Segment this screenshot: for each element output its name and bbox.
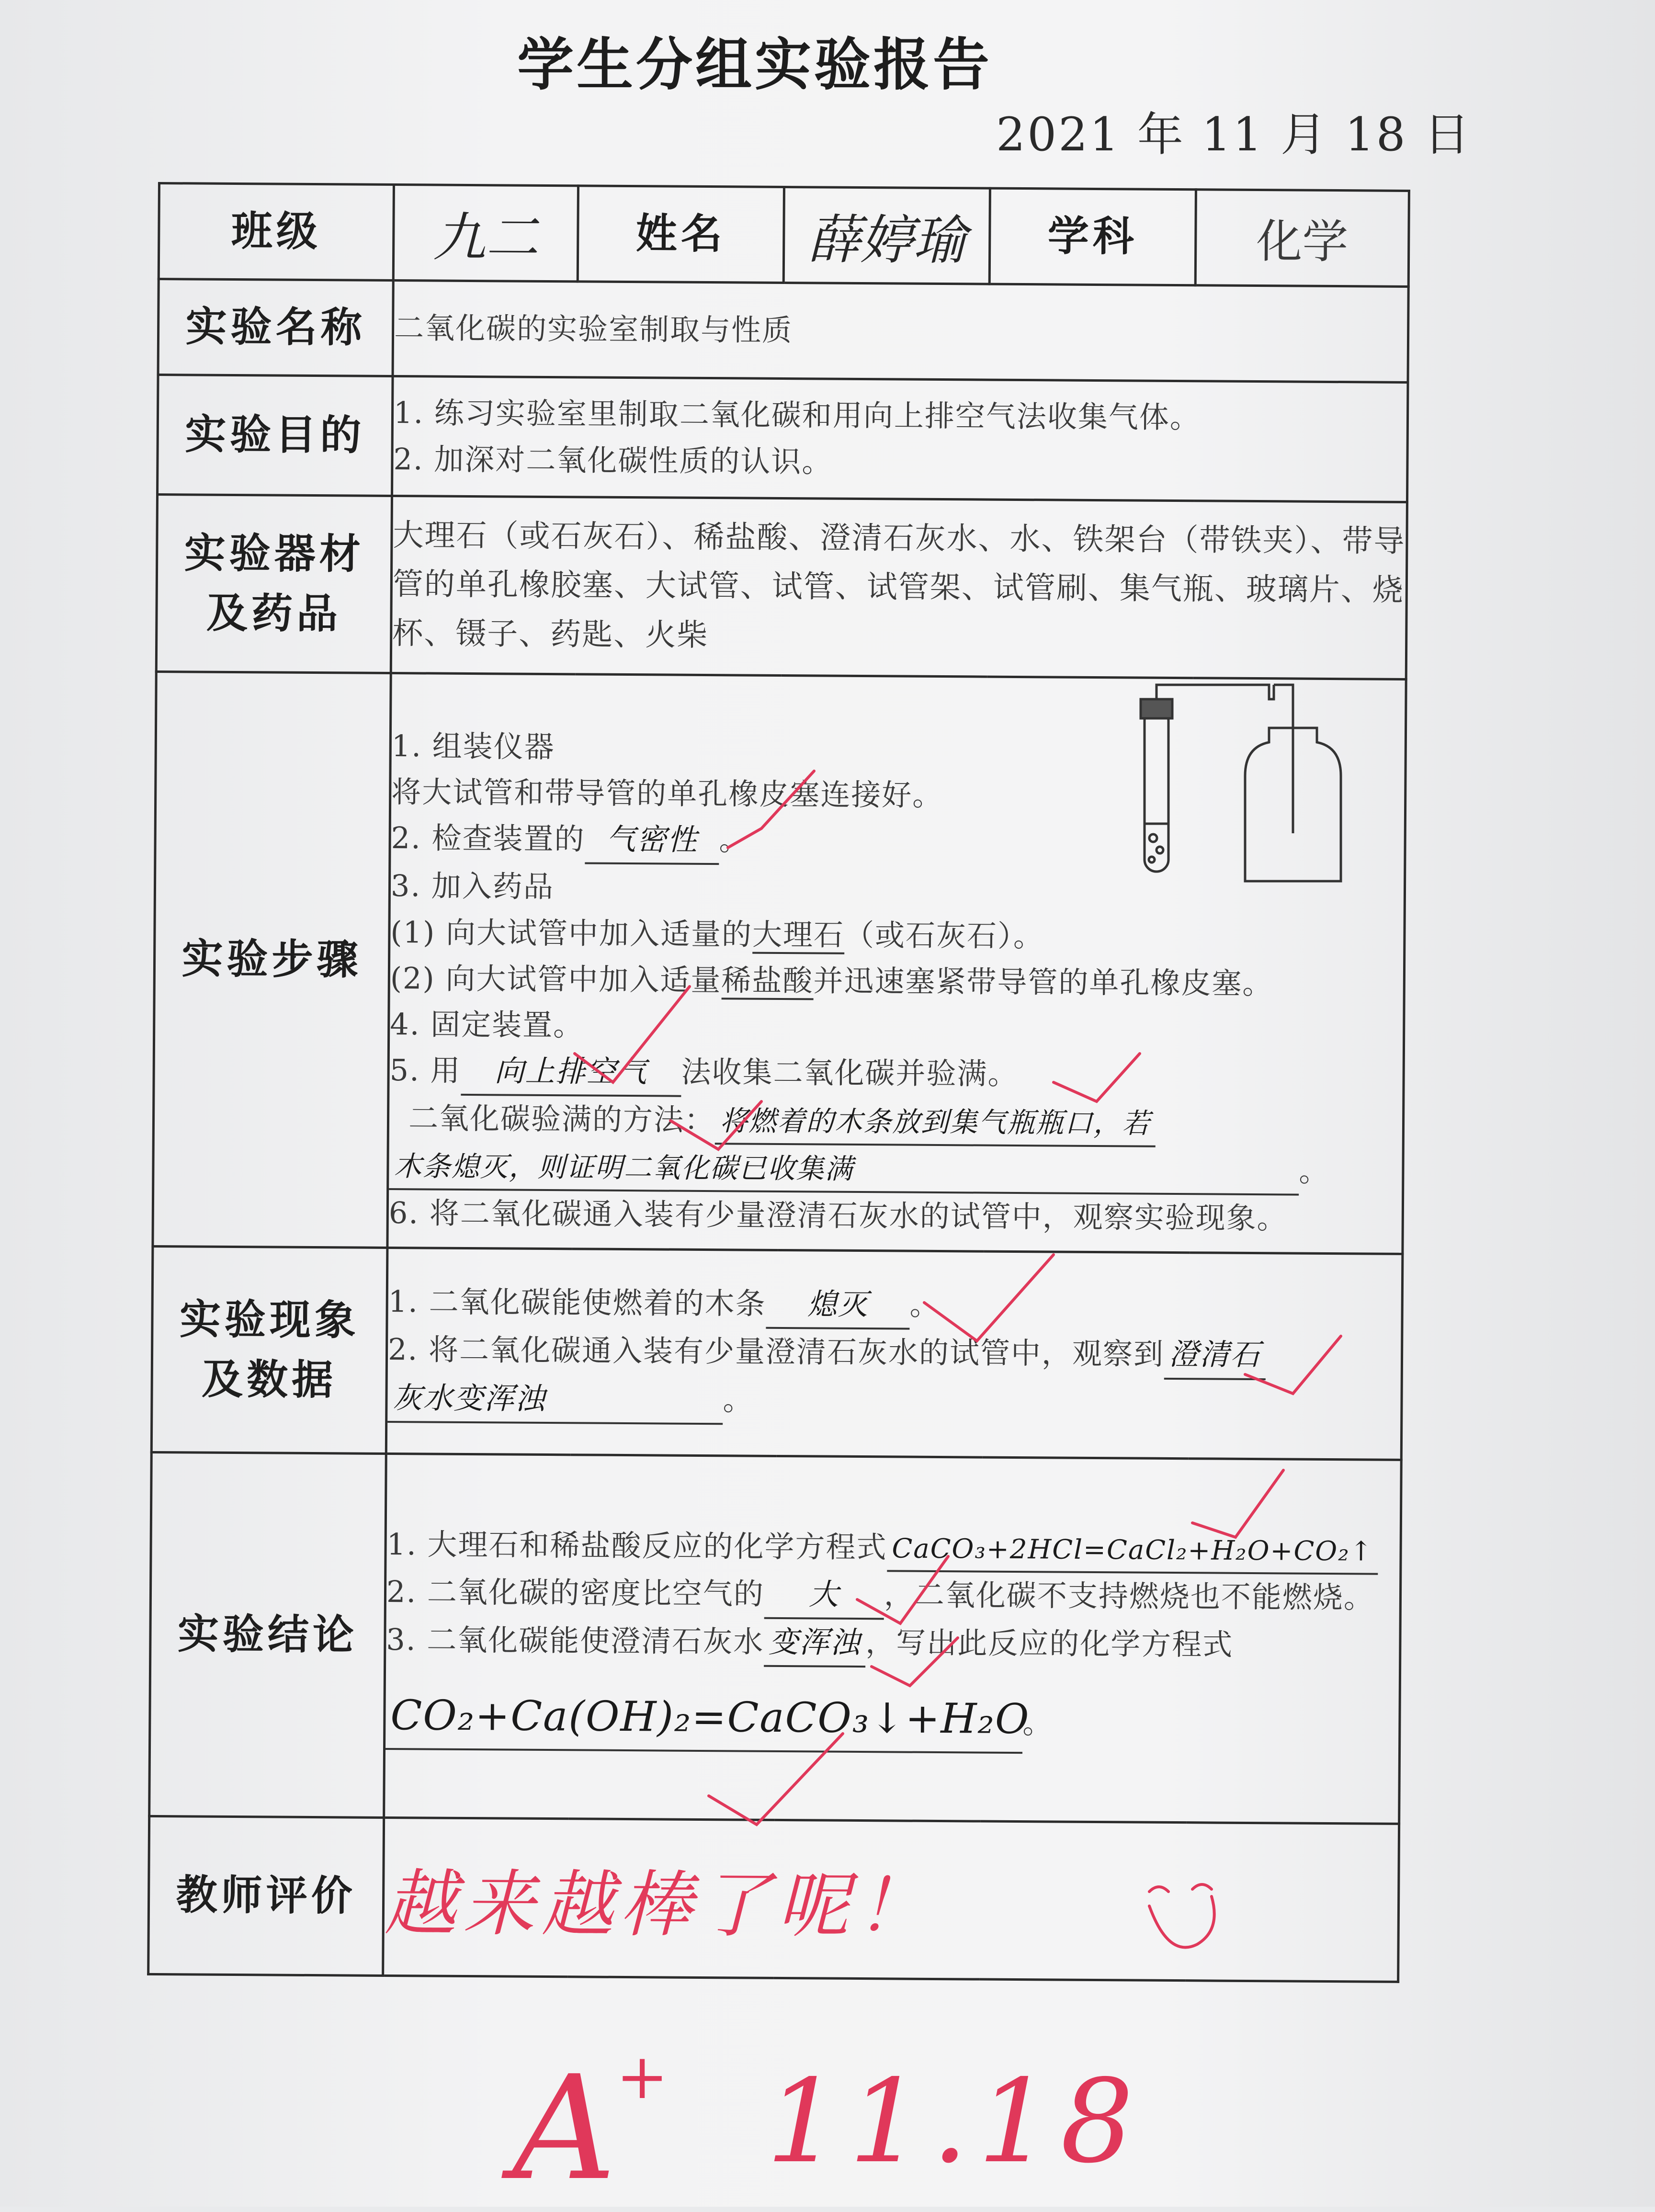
step-5-suffix: 法收集二氧化碳并验满。 xyxy=(681,1054,1019,1091)
stopper-icon xyxy=(1141,699,1172,718)
experiment-name-row xyxy=(158,279,1408,383)
class-label: 班级 xyxy=(159,183,394,281)
phenomenon-1-answer: 熄灭 xyxy=(766,1281,910,1330)
phenomenon-2-suffix: 。 xyxy=(723,1382,754,1418)
conclusion-1 xyxy=(386,1521,1400,1575)
step-6: 6. 将二氧化碳通入装有少量澄清石灰水的试管中，观察实验现象。 xyxy=(388,1195,1288,1236)
conclusion-3-prefix: 3. 二氧化碳能使澄清石灰水 xyxy=(386,1622,764,1660)
step-5 xyxy=(389,1047,1403,1101)
teacher-comment: 越来越棒了呢！ xyxy=(383,1817,1399,1982)
conclusion-3-answer: 变浑浊 xyxy=(764,1619,866,1668)
conclusion-3-equation xyxy=(385,1684,1399,1756)
step-3a-answer: 大理石 xyxy=(752,917,844,954)
phenomena-label-line: 及数据 xyxy=(201,1355,337,1404)
step-5b-answer-1: 将燃着的木条放到集气瓶瓶口，若 xyxy=(715,1100,1156,1147)
phenomena-row xyxy=(151,1246,1403,1460)
phenomenon-2-answer-2: 灰水变浑浊 xyxy=(387,1375,723,1425)
materials-label xyxy=(156,495,392,673)
materials-label-line: 实验器材 xyxy=(184,529,365,579)
experiment-name-label: 实验名称 xyxy=(158,279,393,376)
evaluation-row xyxy=(148,1816,1399,1982)
grade-date: 11.18 xyxy=(766,2054,1144,2189)
class-value: 九二 xyxy=(393,185,578,282)
phenomenon-1 xyxy=(388,1279,1401,1333)
conclusion-2 xyxy=(386,1569,1400,1623)
step-3a xyxy=(390,909,1404,962)
purpose-line: 2. 加深对二氧化碳性质的认识。 xyxy=(393,441,833,479)
step-5-answer: 向上排空气 xyxy=(461,1048,681,1097)
step-1-text: 将大试管和带导管的单孔橡皮塞连接好。 xyxy=(391,774,943,813)
conclusion-3 xyxy=(386,1617,1399,1671)
step-2-suffix: 。 xyxy=(719,822,750,858)
step-3-title: 3. 加入药品 xyxy=(390,868,555,905)
materials-label-line: 及药品 xyxy=(206,589,342,638)
phenomenon-1-prefix: 1. 二氧化碳能使燃着的木条 xyxy=(388,1284,766,1322)
step-3b-answer: 稀盐酸 xyxy=(721,963,813,1000)
phenomena-label xyxy=(151,1246,387,1453)
report-title: 学生分组实验报告 xyxy=(517,31,993,98)
report-table xyxy=(147,182,1410,1983)
phenomenon-1-suffix: 。 xyxy=(909,1287,941,1323)
step-4: 4. 固定装置。 xyxy=(390,1006,584,1043)
grade-letter: A xyxy=(512,2045,616,2212)
name-label: 姓名 xyxy=(578,186,784,283)
step-3b-suffix: 并迅速塞紧带导管的单孔橡皮塞。 xyxy=(813,963,1273,1001)
step-3b-prefix: (2) 向大试管中加入适量 xyxy=(390,960,722,998)
step-5b-answer-2: 木条熄灭，则证明二氧化碳已收集满 xyxy=(389,1145,1299,1195)
experiment-name-value: 二氧化碳的实验室制取与性质 xyxy=(393,281,1408,383)
conclusion-2-suffix: ，二氧化碳不支持燃烧也不能燃烧。 xyxy=(884,1577,1375,1615)
phenomenon-2-cont xyxy=(387,1375,1401,1429)
step-3b xyxy=(390,955,1404,1008)
grade-plus: + xyxy=(616,2040,669,2113)
step-5b-suffix: 。 xyxy=(1299,1153,1330,1189)
steps-label: 实验步骤 xyxy=(153,671,391,1248)
step-3a-prefix: (1) 向大试管中加入适量的 xyxy=(390,914,753,952)
conclusion-label: 实验结论 xyxy=(149,1452,386,1817)
subject-value: 化学 xyxy=(1195,190,1409,287)
conclusion-3-equation-answer: CO₂+Ca(OH)₂=CaCO₃↓+H₂O xyxy=(385,1684,1023,1753)
step-2-prefix: 2. 检查装置的 xyxy=(391,820,585,857)
purpose-label: 实验目的 xyxy=(158,375,393,496)
phenomenon-2-answer-1: 澄清石 xyxy=(1164,1331,1266,1380)
report-date: 2021 年 11 月 18 日 xyxy=(996,108,1472,161)
step-2-answer: 气密性 xyxy=(585,817,719,865)
step-5-prefix: 5. 用 xyxy=(389,1052,461,1088)
step-1-title: 1. 组装仪器 xyxy=(391,728,555,765)
conclusion-text xyxy=(384,1453,1402,1824)
conclusion-row xyxy=(149,1452,1402,1824)
phenomena-text xyxy=(386,1248,1403,1460)
purpose-line: 1. 练习实验室里制取二氧化碳和用向上排空气法收集气体。 xyxy=(393,395,1201,435)
materials-text: 大理石（或石灰石）、稀盐酸、澄清石灰水、水、铁架台（带铁夹）、带导管的单孔橡胶塞、大试管、试管、试管架、试管刷、集气瓶、玻璃片、烧杯、镊子、药匙、火柴 xyxy=(391,496,1407,679)
delivery-tube-icon xyxy=(1156,685,1274,699)
conclusion-2-prefix: 2. 二氧化碳的密度比空气的 xyxy=(386,1574,765,1611)
phenomenon-2 xyxy=(388,1327,1401,1381)
subject-label: 学科 xyxy=(989,188,1196,285)
conclusion-3-suffix: ，写出此反应的化学方程式 xyxy=(865,1625,1234,1663)
purpose-text xyxy=(392,376,1408,502)
conclusion-1-answer: CaCO₃+2HCl=CaCl₂+H₂O+CO₂↑ xyxy=(887,1529,1378,1575)
grade-mark xyxy=(512,2040,669,2212)
conclusion-3-suffix-end: 。 xyxy=(1022,1705,1054,1741)
step-5b-cont xyxy=(389,1143,1402,1196)
evaluation-label: 教师评价 xyxy=(148,1816,384,1975)
materials-row xyxy=(156,495,1407,680)
info-row xyxy=(159,183,1409,287)
step-5b-prefix: 二氧化碳验满的方法： xyxy=(408,1100,715,1138)
conclusion-2-answer: 大 xyxy=(764,1571,884,1620)
step-3a-suffix: （或石灰石）。 xyxy=(844,917,1044,953)
phenomenon-2-prefix: 2. 将二氧化碳通入装有少量澄清石灰水的试管中，观察到 xyxy=(387,1332,1165,1372)
phenomena-label-line: 实验现象 xyxy=(179,1295,360,1345)
conclusion-1-prefix: 1. 大理石和稀盐酸反应的化学方程式 xyxy=(386,1527,887,1565)
apparatus-diagram xyxy=(1130,680,1379,891)
name-value: 薛婷瑜 xyxy=(783,187,990,284)
purpose-row xyxy=(158,375,1408,502)
step-5b xyxy=(389,1095,1403,1149)
